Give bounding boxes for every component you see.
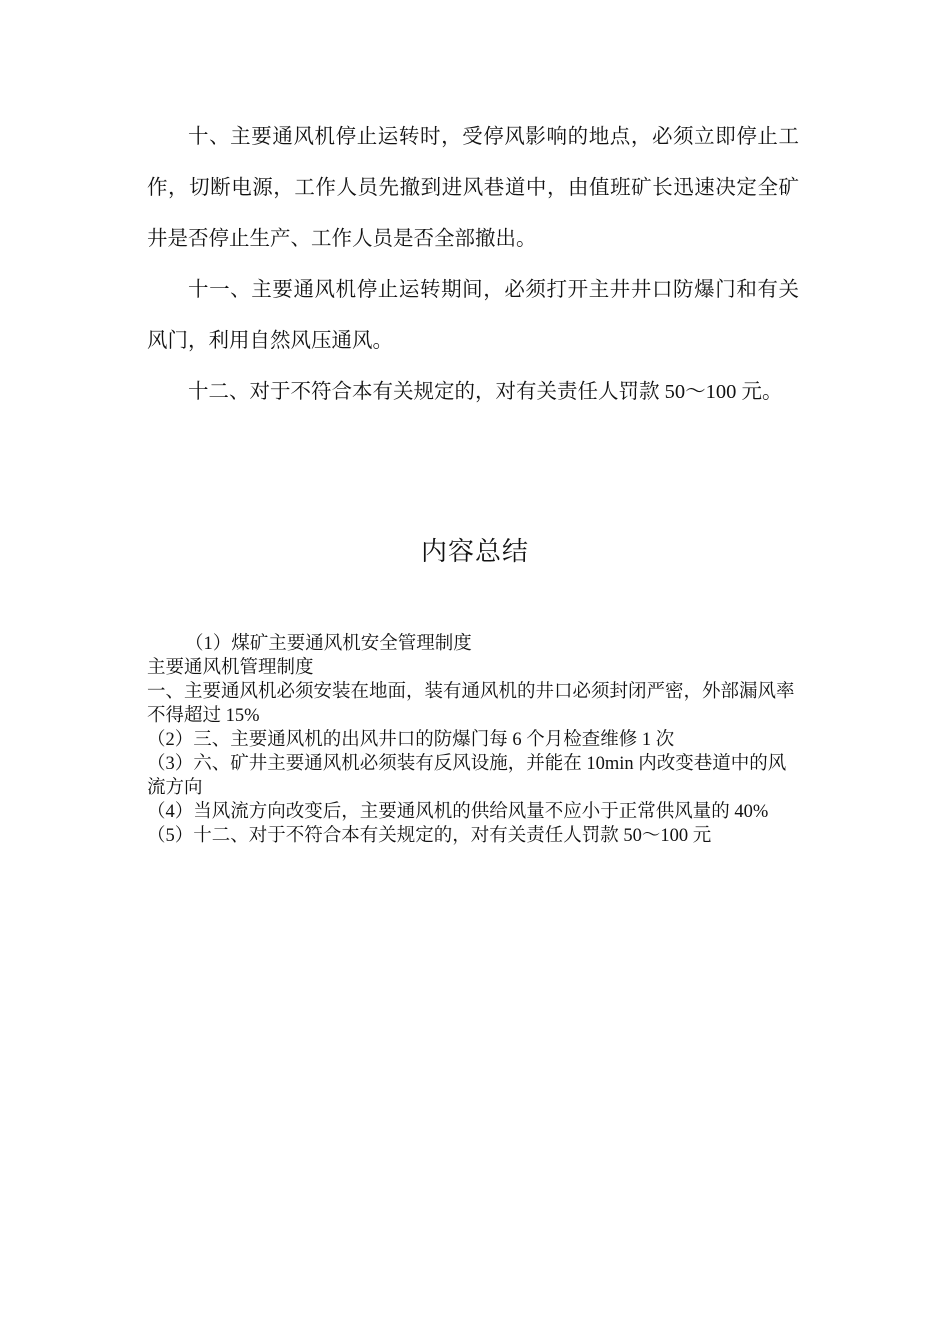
summary-line: （2）三、主要通风机的出风井口的防爆门每 6 个月检查维修 1 次 [147,730,675,750]
summary-line: 主要通风机管理制度 [147,658,314,678]
summary-line: （1）煤矿主要通风机安全管理制度 [185,634,472,654]
summary-line: （5）十二、对于不符合本有关规定的，对有关责任人罚款 50～100 元 [147,826,712,846]
summary-line: （3）六、矿井主要通风机必须装有反风设施，并能在 10min 内改变巷道中的风流方向 [147,754,787,798]
summary-list [147,632,802,848]
paragraph-10: 十、主要通风机停止运转时，受停风影响的地点，必须立即停止工作，切断电源，工作人员先撤到进风巷道中，由值班矿长迅速决定全矿井是否停止生产、工作人员是否全部撤出。 [147,126,799,250]
summary-line: 一、主要通风机必须安装在地面，装有通风机的井口必须封闭严密，外部漏风率不得超过 15% [147,682,795,726]
paragraph-12: 十二、对于不符合本有关规定的，对有关责任人罚款 50～100 元。 [188,381,783,403]
summary-title: 内容总结 [420,537,529,566]
body-text [147,112,799,418]
paragraph-11: 十一、主要通风机停止运转期间，必须打开主井井口防爆门和有关风门，利用自然风压通风。 [147,279,799,352]
summary-line: （4）当风流方向改变后，主要通风机的供给风量不应小于正常供风量的 40% [147,802,769,822]
